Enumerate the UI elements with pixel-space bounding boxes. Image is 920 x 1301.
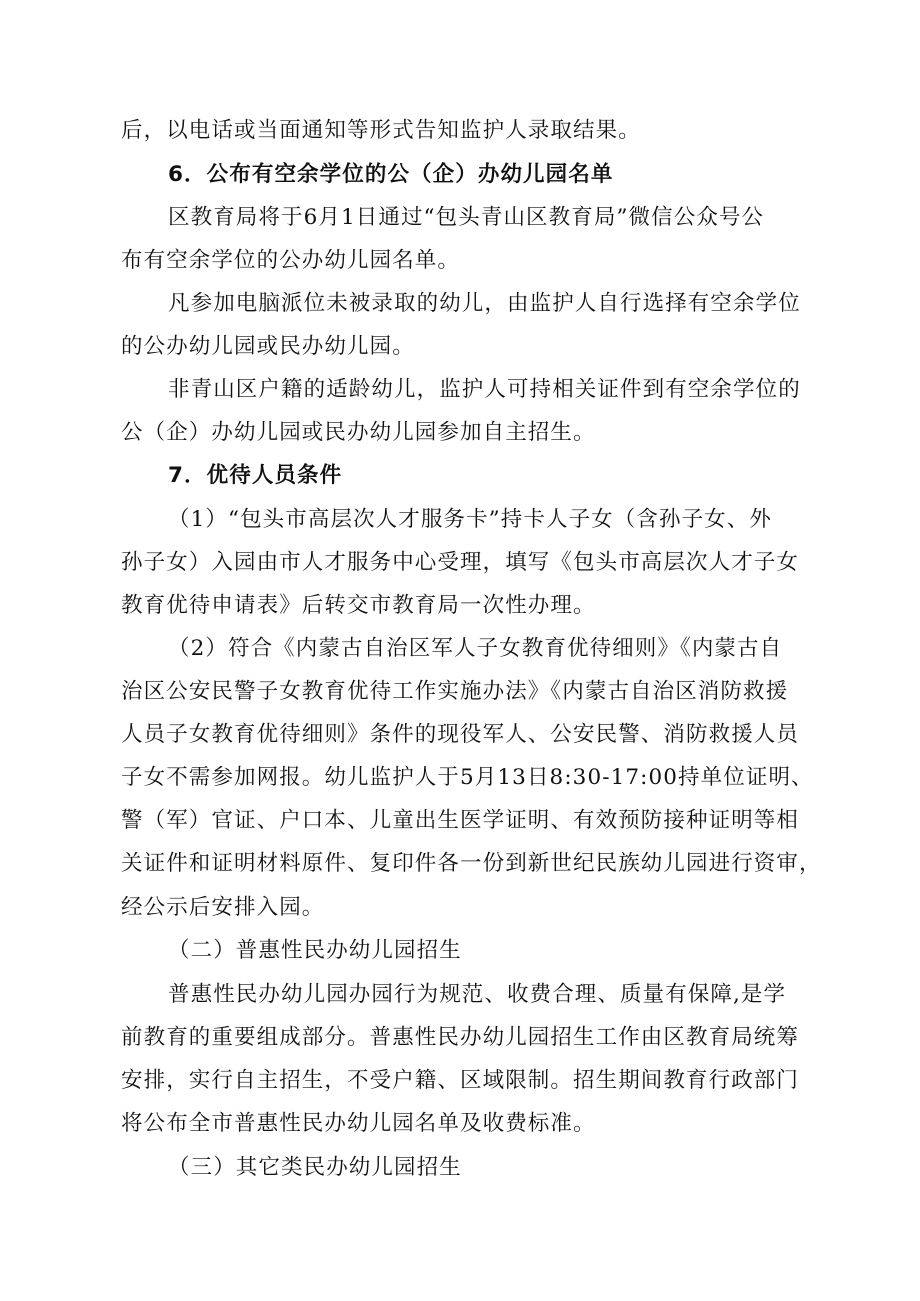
paragraph-line: 非青山区户籍的适龄幼儿，监护人可持相关证件到有空余学位的 [168,377,801,402]
paragraph-line: 孙子女）入园由市人才服务中心受理，填写《包头市高层次人才子女 [121,550,800,575]
section-heading: 6．公布有空余学位的公（企）办幼儿园名单 [168,162,614,187]
paragraph-line: 后，以电话或当面通知等形式告知监护人录取结果。 [121,118,641,143]
paragraph-line: 人员子女教育优待细则》条件的现役军人、公安民警、消防救援人员 [121,722,800,747]
paragraph-line: 经公示后安排入园。 [121,895,325,920]
paragraph-line: 关证件和证明材料原件、复印件各一份到新世纪民族幼儿园进行资审， [121,851,822,876]
subsection-heading: （二）普惠性民办幼儿园招生 [168,938,462,963]
paragraph-line: 子女不需参加网报。幼儿监护人于5月13日8:30-17:00持单位证明、 [121,765,814,790]
paragraph-line: 布有空余学位的公办幼儿园名单。 [121,248,461,273]
subsection-heading: （三）其它类民办幼儿园招生 [168,1155,462,1180]
paragraph-line: 安排，实行自主招生，不受户籍、区域限制。招生期间教育行政部门 [121,1068,800,1093]
paragraph-line: 将公布全市普惠性民办幼儿园名单及收费标准。 [121,1111,596,1136]
paragraph-line: （2）符合《内蒙古自治区军人子女教育优待细则》《内蒙古自 [168,636,783,661]
paragraph-line: 教育优待申请表》后转交市教育局一次性办理。 [121,593,596,618]
paragraph-line: 凡参加电脑派位未被录取的幼儿，由监护人自行选择有空余学位 [168,291,801,316]
paragraph-line: 区教育局将于6月1日通过“包头青山区教育局”微信公众号公 [168,205,765,230]
section-heading: 7．优待人员条件 [168,463,343,488]
paragraph-line: 警（军）官证、户口本、儿童出生医学证明、有效预防接种证明等相 [121,808,800,833]
paragraph-line: 治区公安民警子女教育优待工作实施办法》《内蒙古自治区消防救援 [121,679,789,704]
paragraph-line: 的公办幼儿园或民办幼儿园。 [121,334,415,359]
paragraph-line: （1）“包头市高层次人才服务卡”持卡人子女（含孙子女、外 [168,507,772,532]
paragraph-line: 前教育的重要组成部分。普惠性民办幼儿园招生工作由区教育局统筹 [121,1025,800,1050]
paragraph-line: 公（企）办幼儿园或民办幼儿园参加自主招生。 [121,420,596,445]
paragraph-line: 普惠性民办幼儿园办园行为规范、收费合理、质量有保障,是学 [168,982,787,1007]
